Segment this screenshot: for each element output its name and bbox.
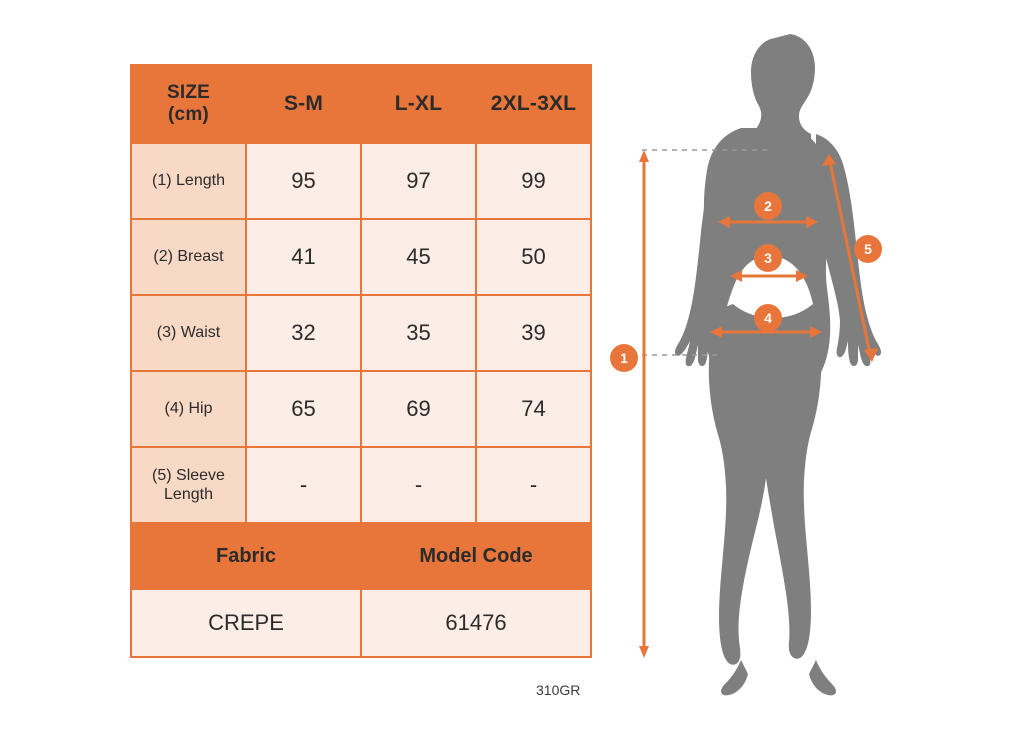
- cell-length-s-m: 95: [246, 143, 361, 219]
- badge-1-length: 1: [611, 345, 637, 371]
- size-table: [130, 64, 592, 658]
- table-header-row: [131, 65, 591, 143]
- footer-value-model-code: 61476: [361, 589, 591, 657]
- row-label-waist: (3) Waist: [131, 295, 246, 371]
- row-label-hip: (4) Hip: [131, 371, 246, 447]
- row-label-length: (1) Length: [131, 143, 246, 219]
- badge-3-waist: 3: [755, 245, 781, 271]
- cell-breast-l-xl: 45: [361, 219, 476, 295]
- female-silhouette: [675, 34, 881, 695]
- table-row: [131, 143, 591, 219]
- cell-sleeve-l-xl: -: [361, 447, 476, 523]
- cell-waist-2xl-3xl: 39: [476, 295, 591, 371]
- cell-length-2xl-3xl: 99: [476, 143, 591, 219]
- cell-hip-s-m: 65: [246, 371, 361, 447]
- header-size-unit: [131, 65, 246, 143]
- footer-header-fabric: Fabric: [131, 523, 361, 589]
- header-size-2xl-3xl: 2XL-3XL: [476, 65, 591, 143]
- table-row: [131, 447, 591, 523]
- badge-5-sleeve-length: 5: [855, 236, 881, 262]
- cell-waist-l-xl: 35: [361, 295, 476, 371]
- cell-breast-2xl-3xl: 50: [476, 219, 591, 295]
- row-label-breast: (2) Breast: [131, 219, 246, 295]
- table-row: [131, 371, 591, 447]
- footer-value-fabric: CREPE: [131, 589, 361, 657]
- cell-breast-s-m: 41: [246, 219, 361, 295]
- measurement-figure: [600, 10, 1020, 722]
- header-size-line2: (cm): [168, 104, 209, 125]
- cell-sleeve-s-m: -: [246, 447, 361, 523]
- row-label-sleeve-length: (5) Sleeve Length: [131, 447, 246, 523]
- figure-svg: [600, 10, 1020, 722]
- badge-2-breast: 2: [755, 193, 781, 219]
- cell-sleeve-2xl-3xl: -: [476, 447, 591, 523]
- table-footer-header-row: [131, 523, 591, 589]
- weight-note: 310GR: [536, 682, 581, 698]
- header-size-line1: SIZE: [166, 82, 211, 104]
- header-size-l-xl: L-XL: [361, 65, 476, 143]
- table-row: [131, 295, 591, 371]
- footer-header-model-code: Model Code: [361, 523, 591, 589]
- cell-hip-l-xl: 69: [361, 371, 476, 447]
- cell-hip-2xl-3xl: 74: [476, 371, 591, 447]
- cell-waist-s-m: 32: [246, 295, 361, 371]
- table-row: [131, 219, 591, 295]
- table-footer-value-row: [131, 589, 591, 657]
- header-size-s-m: S-M: [246, 65, 361, 143]
- badge-4-hip: 4: [755, 305, 781, 331]
- cell-length-l-xl: 97: [361, 143, 476, 219]
